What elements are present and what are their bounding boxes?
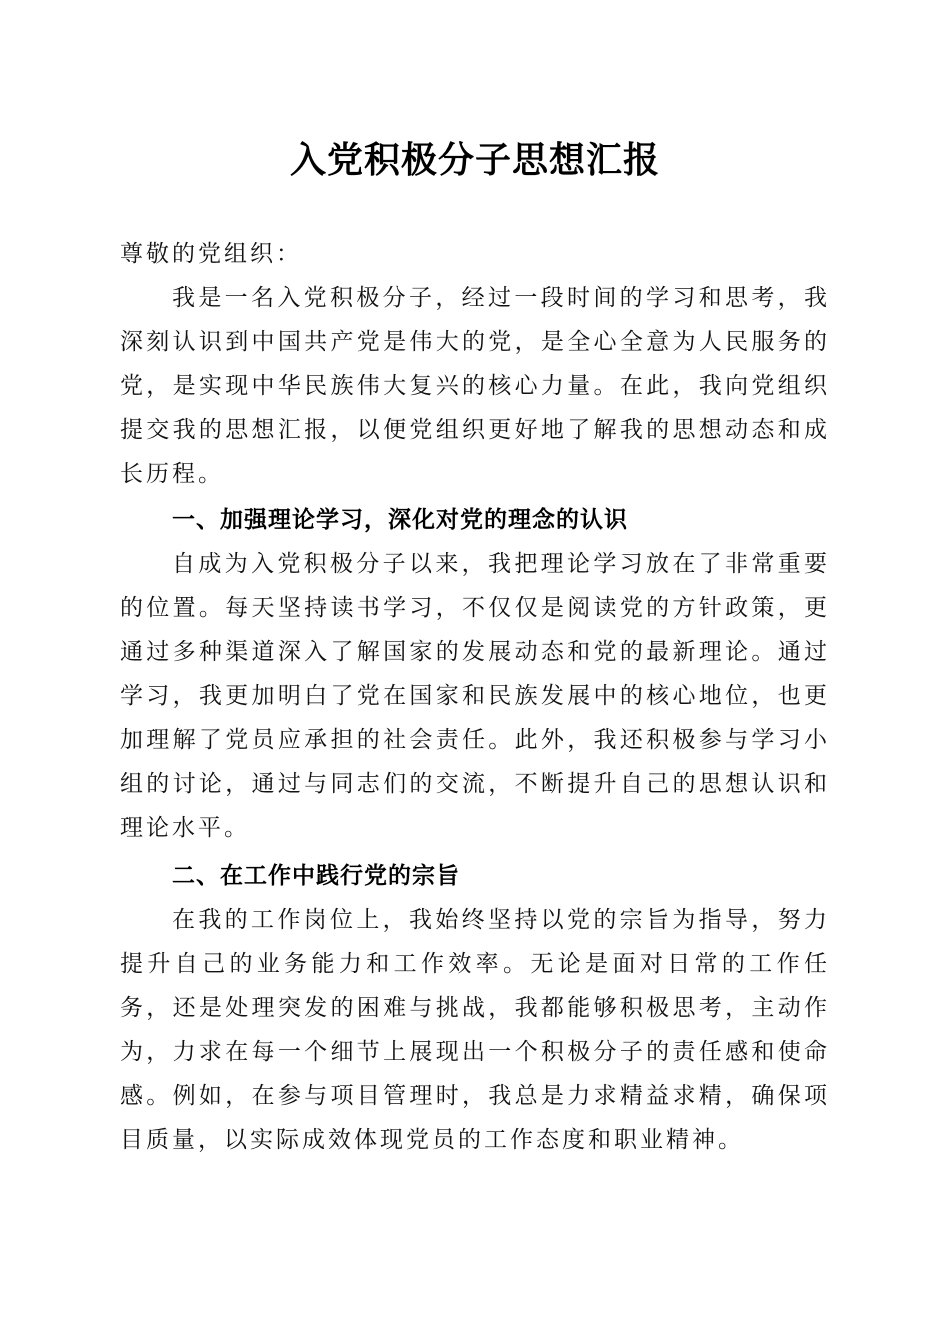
section-heading-1: 一、加强理论学习，深化对党的理念的认识 xyxy=(172,507,628,533)
section-paragraph-1: 自成为入党积极分子以来，我把理论学习放在了非常重要的位置。每天坚持读书学习，不仅仅是阅读党的方针政策，更通过多种渠道深入了解国家的发展动态和党的最新理论。通过学习，我更加明白了党在国家和民族发展中的核心地位，也更加理解了党员应承担的社会责任。此外，我还积极参与学习小组的讨论，通过与同志们的交流，不断提升自己的思想认识和理论水平。 xyxy=(120,551,830,841)
section-heading-2: 二、在工作中践行党的宗旨 xyxy=(172,863,460,889)
intro-paragraph: 我是一名入党积极分子，经过一段时间的学习和思考，我深刻认识到中国共产党是伟大的党，是全心全意为人民服务的党，是实现中华民族伟大复兴的核心力量。在此，我向党组织提交我的思想汇报，以便党组织更好地了解我的思想动态和成长历程。 xyxy=(120,285,830,487)
salutation: 尊敬的党组织： xyxy=(120,241,302,267)
section-paragraph-2: 在我的工作岗位上，我始终坚持以党的宗旨为指导，努力提升自己的业务能力和工作效率。无论是面对日常的工作任务，还是处理突发的困难与挑战，我都能够积极思考，主动作为，力求在每一个细节上展现出一个积极分子的责任感和使命感。例如，在参与项目管理时，我总是力求精益求精，确保项目质量，以实际成效体现党员的工作态度和职业精神。 xyxy=(120,907,830,1153)
document-title: 入党积极分子思想汇报 xyxy=(289,139,660,181)
